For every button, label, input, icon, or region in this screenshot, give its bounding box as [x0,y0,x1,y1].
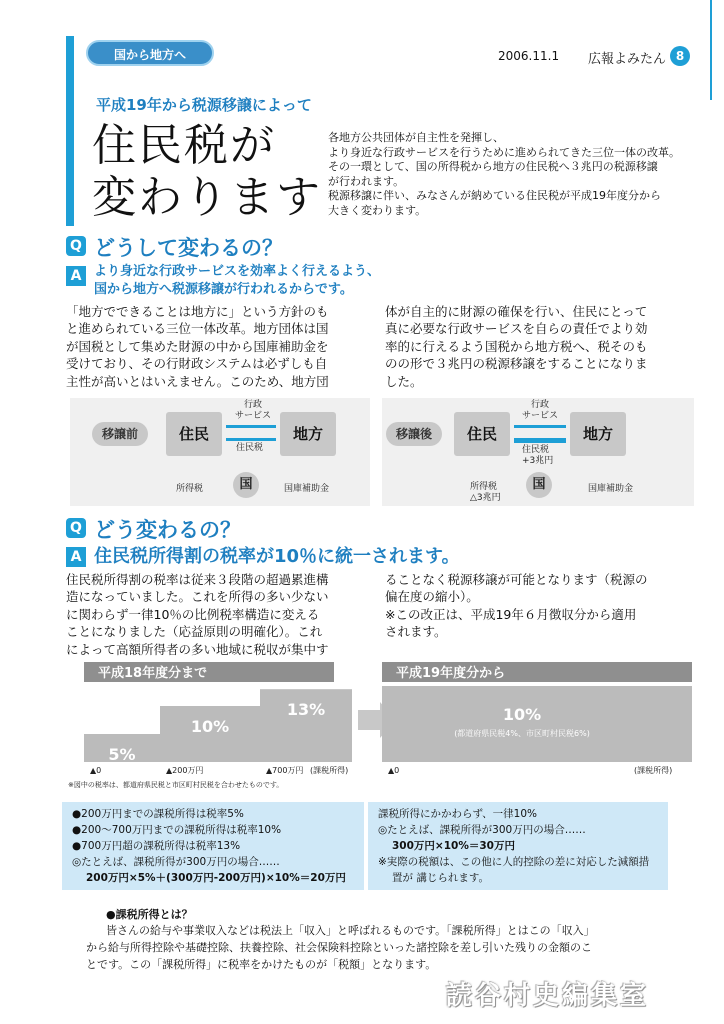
diagram-before [70,398,370,506]
page-number: 8 [670,46,690,66]
tax-rate-charts [62,662,698,798]
intro-line: 各地方公共団体が自主性を発揮し、 [328,131,504,144]
a-badge: A [66,266,86,286]
country-circle: 国 [233,472,259,498]
country-circle: 国 [526,472,552,498]
resident-box: 住民 [166,412,222,456]
question-2: どう変わるの？ [94,518,241,542]
after-label: 移譲後 [386,422,442,446]
panel-line: ●200〜700万円までの課税所得は税率10% [72,824,282,836]
chart-title: 平成19年度分から [396,666,506,681]
question-1: どうして変わるの？ [94,236,283,260]
resident-box: 住民 [454,412,510,456]
plus-label: +3兆円 [522,456,554,466]
issue-date: 2006.11.1 [498,49,560,63]
intro-line: が行われます。 [328,174,405,188]
panel-line: ●200万円までの課税所得は税率5% [72,808,244,820]
footnote-line: から給与所得控除や基礎控除、扶養控除、社会保険料控除といった諸控除を差し引いた残りの金額のこ [86,941,592,954]
answer-1-line-2: 国から地方へ税源移譲が行われるからです。 [94,282,353,297]
panel-line: ※実際の税額は、この他に人的控除の差に対応した減額措 [378,856,650,868]
tax-arrow [226,438,276,441]
q2-body-left [66,571,376,658]
body-line: と進められている三位一体改革。地方団体は国 [66,321,329,337]
x-axis-label: (課税所得) [634,766,673,775]
service-label: 行政 サービス [235,400,272,421]
body-line: 体が自主的に財源の確保を行い、住民にとって [385,304,648,319]
service-label: 行政 サービス [522,400,559,421]
intro-line: その一環として、国の所得税から地方の住民税へ３兆円の税源移譲 [328,160,658,174]
subsidy-label: 国庫補助金 [284,484,330,494]
footnote-line: とです。この「課税所得」に税率をかけたものが「税額」となります。 [86,958,437,971]
panel-line: ◎たとえば、課税所得が300万円の場合…… [72,856,280,868]
watermark: 読谷村史編集室 [446,981,650,1011]
q-badge: Q [66,518,86,538]
before-label: 移譲前 [92,422,148,446]
body-line: 受けており、その行財政システムは必ずしも自 [66,356,328,372]
service-arrow [514,425,566,428]
resident-tax-label: 住民税 [522,445,550,455]
income-tax-label: 所得税 [470,482,498,492]
panel-after [368,802,668,890]
chart-before [68,662,352,789]
x-tick-label: ▲700万円 [266,766,304,775]
q2-body-right [385,571,695,641]
body-line: が国税として集めた財源の中から国庫補助金を [66,338,329,354]
body-line: によって高額所得者の多い地域に税収が集中す [66,641,329,657]
diagram-after [382,398,694,506]
body-line: のの形で３兆円の税源移譲をすることになりま [385,356,648,372]
x-tick-label: ▲0 [90,766,102,775]
panel-calc: 300万円×10%＝30万円 [392,840,515,852]
chart-title: 平成18年度分まで [98,666,208,681]
bar-value-label: 13% [286,700,326,720]
body-line: ※この改正は、平成19年６月徴収分から適用 [385,606,637,622]
intro-line: より身近な行政サービスを行うために進められてきた三位一体の改革。 [328,145,680,159]
publication-name: 広報よみたん [588,52,667,67]
bar-value-label: 5% [108,745,136,764]
answer-1-line-1: より身近な行政サービスを効率よく行えるよう、 [94,264,381,279]
category-tag: 国から地方へ [86,40,214,66]
panel-line: ◎たとえば、課税所得が300万円の場合…… [378,824,586,836]
bar [382,686,692,762]
panel-line: 置が 講じられます。 [392,872,489,884]
service-arrow [226,425,276,428]
body-line: 造になっていました。これを所得の多い少ない [66,589,329,605]
body-line: ることなく税源移譲が可能となります（税源の [385,572,648,587]
headline-subtitle: 平成19年から税源移譲によって [96,96,312,114]
minus-label: △3兆円 [470,493,501,503]
intro-line: 大きく変わります。 [328,203,427,217]
bar-value-label: 10% [502,705,542,724]
body-line: 「地方でできることは地方に」という方針のも [66,304,329,319]
a-badge: A [66,547,86,567]
footnote-line: 皆さんの給与や事業収入などは税法上「収入」と呼ばれるものです。「課税所得」とはこの「収入」 [106,924,595,937]
body-line: 住民税所得割の税率は従来３段階の超過累進構 [66,572,329,587]
q-badge: Q [66,236,86,256]
panel-calc: 200万円×5%＋(300万円-200万円)×10%＝20万円 [86,872,346,884]
local-box: 地方 [280,412,336,456]
subsidy-label: 国庫補助金 [588,484,634,494]
bar-sublabel: (都道府県民税4%、市区町村民税6%) [454,729,590,738]
headline-title-1: 住民税が [92,120,276,171]
panel-line: ●700万円超の課税所得は税率13% [72,840,241,852]
panel-before [62,802,364,890]
edge-line [710,0,712,100]
income-tax-label: 所得税 [176,484,204,494]
resident-tax-label: 住民税 [236,443,264,453]
body-line: ことになりました（応益原則の明確化）。これ [66,624,323,640]
x-axis-label: (課税所得) [310,766,349,775]
q1-body-left [66,303,376,390]
answer-2: 住民税所得割の税率が10％に統一されます。 [94,546,460,567]
body-line: 率的に行えるよう国税から地方税へ、税そのも [385,338,648,354]
body-line: 偏在度の縮小）。 [385,589,479,605]
headline-title-2: 変わります [92,172,322,223]
x-tick-label: ▲0 [388,766,400,775]
chart-after [358,662,692,775]
bar-value-label: 10% [190,717,230,736]
panel-line: 課税所得にかかわらず、一律10% [378,808,537,820]
body-line: した。 [385,373,423,389]
footnote-heading: ●課税所得とは？ [106,908,193,921]
body-line: されます。 [385,624,447,640]
tax-arrow [514,438,566,443]
x-tick-label: ▲200万円 [166,766,204,775]
q1-body-right [385,303,695,390]
body-line: 真に必要な行政サービスを自らの責任でより効 [385,321,648,337]
accent-bar [66,36,74,226]
intro-paragraph [328,131,690,219]
body-line: に関わらず一律10％の比例税率構造に変える [66,606,320,622]
local-box: 地方 [570,412,626,456]
chart-note: ※図中の税率は、都道府県民税と市区町村民税を合わせたものです。 [68,781,284,789]
intro-line: 税源移譲に伴い、みなさんが納めている住民税が平成19年度分から [328,189,661,203]
body-line: 主性が高いとはいえません。このため、地方団 [66,373,329,389]
